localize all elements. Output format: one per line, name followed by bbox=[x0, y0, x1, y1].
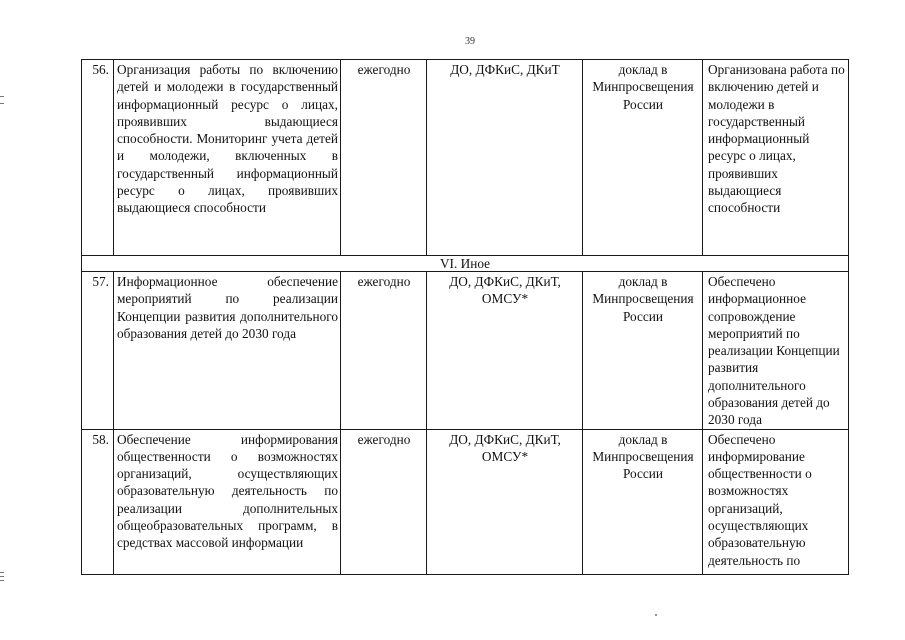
table-row bbox=[82, 429, 849, 574]
row-report-form: доклад в Минпросвещения России bbox=[583, 60, 703, 256]
section-row bbox=[82, 256, 849, 272]
margin-mark bbox=[0, 576, 4, 577]
scan-speck bbox=[655, 614, 657, 616]
margin-mark bbox=[0, 580, 4, 581]
table-row bbox=[82, 272, 849, 430]
row-result: Организована работа по включению детей и молодежи в государственный информационный ресурс о лицах, проявивших выдающиеся способности bbox=[703, 60, 849, 256]
row-number: 56. bbox=[82, 60, 114, 256]
row-responsible: ДО, ДФКиС, ДКиТ bbox=[427, 60, 583, 256]
row-number: 57. bbox=[82, 272, 114, 430]
row-period: ежегодно bbox=[341, 60, 427, 256]
row-report-form: доклад в Минпросвещения России bbox=[583, 429, 703, 574]
plan-table bbox=[81, 59, 849, 575]
row-number: 58. bbox=[82, 429, 114, 574]
page-number: 39 bbox=[465, 36, 475, 47]
margin-mark bbox=[0, 96, 4, 97]
row-result: Обеспечено информационное сопровождение мероприятий по реализации Концепции развития дополнительного образования детей до 2030 года bbox=[703, 272, 849, 430]
margin-mark bbox=[0, 103, 4, 104]
row-result: Обеспечено информирование общественности о возможностях организаций, осуществляющих образовательную деятельность по bbox=[703, 429, 849, 574]
row-description: Обеспечение информирования общественности о возможностях организаций, осуществляющих образовательную деятельность по реализации дополнительных общеобразовательных программ, в средствах массовой информации bbox=[114, 429, 341, 574]
table-row bbox=[82, 60, 849, 256]
margin-mark bbox=[0, 572, 4, 573]
row-description: Информационное обеспечение мероприятий по реализации Концепции развития дополнительного образования детей до 2030 года bbox=[114, 272, 341, 430]
row-responsible: ДО, ДФКиС, ДКиТ, ОМСУ* bbox=[427, 272, 583, 430]
section-title: VI. Иное bbox=[82, 256, 849, 272]
row-responsible: ДО, ДФКиС, ДКиТ, ОМСУ* bbox=[427, 429, 583, 574]
row-period: ежегодно bbox=[341, 272, 427, 430]
row-report-form: доклад в Минпросвещения России bbox=[583, 272, 703, 430]
row-period: ежегодно bbox=[341, 429, 427, 574]
row-description: Организация работы по включению детей и молодежи в государственный информационный ресурс о лицах, проявивших выдающиеся способности. Мониторинг учета детей и молодежи, включенных в государственный информационный ресурс о лицах, проявивших выдающиеся способности bbox=[114, 60, 341, 256]
